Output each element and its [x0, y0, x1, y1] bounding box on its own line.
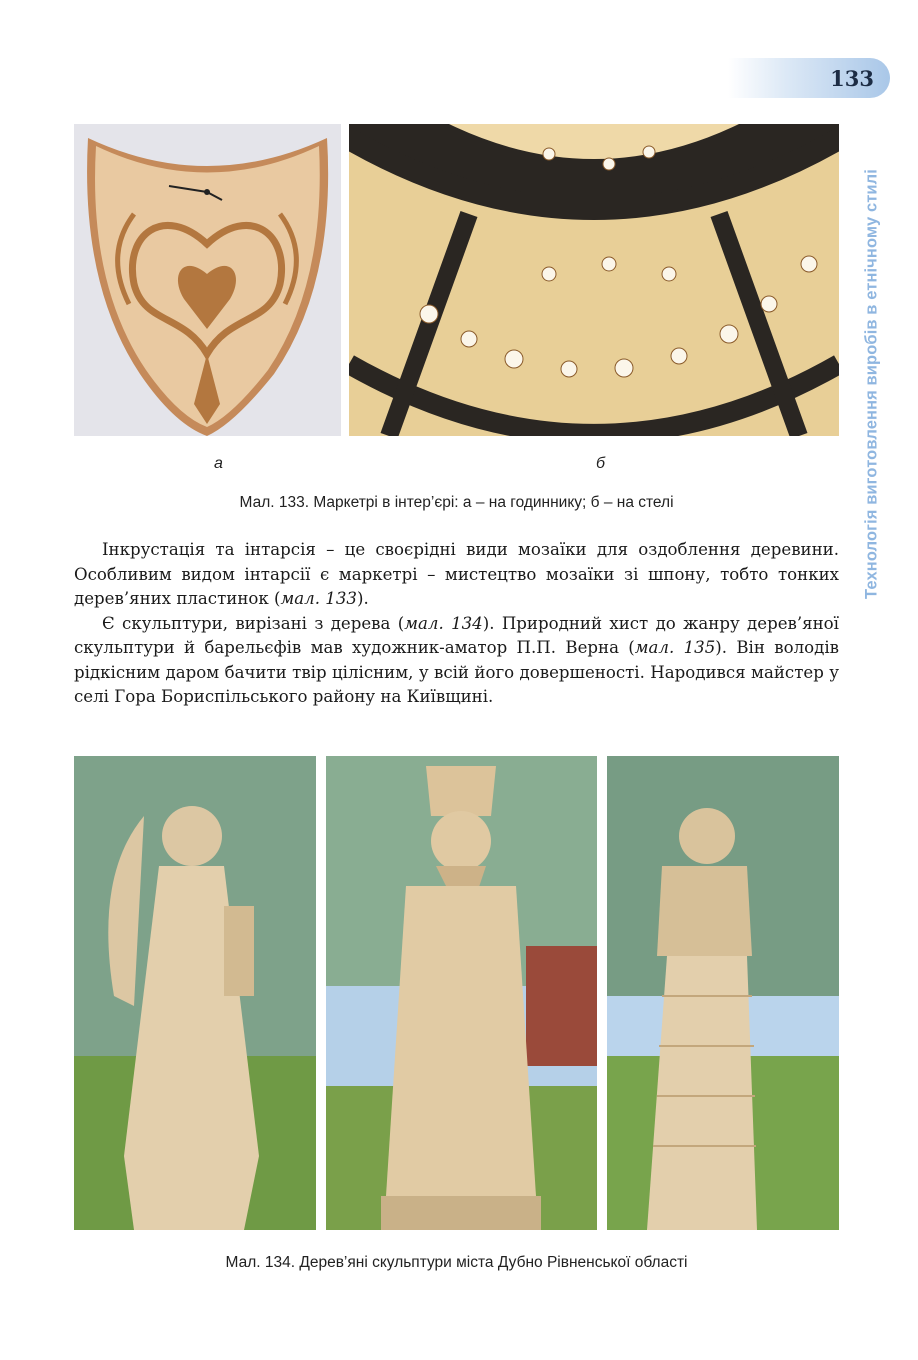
figure-ref-133: мал. 133: [280, 589, 357, 608]
page-number: 133: [830, 66, 874, 91]
figure-134-hetman-sculpture-photo: [326, 756, 597, 1230]
figure-134-bust-sculpture-photo: [607, 756, 839, 1230]
paragraph-2: [74, 612, 839, 710]
side-running-title: [862, 124, 882, 644]
paragraph-1-text: Інкрустація та інтарсія – це своєрідні види мозаїки для оздоблення деревини. Особливим видом інтарсії є маркетрі – мистецтво мозаїки зі шпону, тобто тонких дерев’яних пластинок (: [74, 540, 839, 608]
figure-133a-clock-photo: [74, 124, 341, 436]
figure-133-caption: Мал. 133. Маркетрі в інтер’єрі: а – на годиннику; б – на стелі: [239, 494, 674, 511]
figure-ref-134: мал. 134: [404, 613, 483, 633]
figure-133b-label: б: [596, 455, 605, 472]
body-text: [74, 538, 839, 710]
figure-134-angel-sculpture-photo: [74, 756, 316, 1230]
paragraph-1-end: ).: [356, 589, 369, 608]
paragraph-2-text-c: ). Він володів рідкісним даром бачити твір цілісним, у всій його довершеності. Народився майстер у селі Гора Бориспільського району на Київщині.: [74, 638, 839, 706]
paragraph-1: [74, 538, 839, 612]
figure-ref-135: мал. 135: [634, 638, 716, 657]
figure-134-caption: Мал. 134. Дерев’яні скульптури міста Дубно Рівненської області: [225, 1254, 688, 1271]
paragraph-2-text-b: ). Природний хист до жанру дерев’яної скульптури й барельєфів мав художник-аматор П.П. Верна (: [74, 613, 839, 657]
figure-133b-ceiling-photo: [349, 124, 839, 436]
figure-133a-label: а: [214, 455, 223, 472]
paragraph-2-text-a: Є скульптури, вирізані з дерева (: [102, 613, 405, 633]
side-title-text: Технологія виготовлення виробів в етнічному стилі: [862, 169, 881, 599]
